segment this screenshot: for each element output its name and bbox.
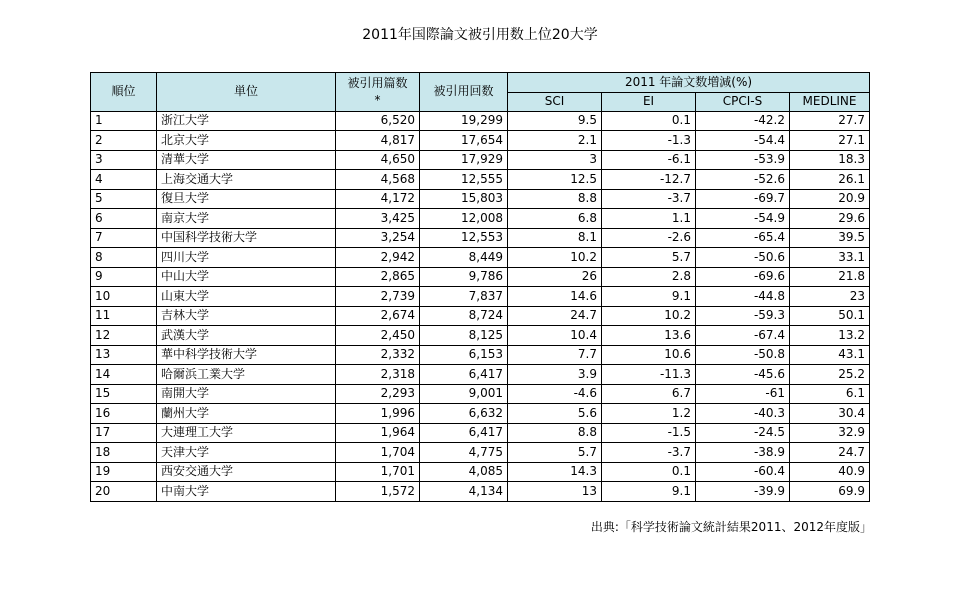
cell-rank: 12 <box>91 326 157 346</box>
cell-sci: 24.7 <box>508 306 602 326</box>
table-row <box>91 228 870 248</box>
cell-cpci: -50.8 <box>696 345 790 365</box>
cell-cpci: -45.6 <box>696 365 790 385</box>
table-row <box>91 345 870 365</box>
cell-cited-papers: 2,865 <box>336 267 420 287</box>
cell-cited-papers: 2,450 <box>336 326 420 346</box>
table-row <box>91 131 870 151</box>
ranking-table <box>90 72 870 502</box>
cell-university: 華中科学技術大学 <box>157 345 336 365</box>
cell-rank: 16 <box>91 404 157 424</box>
cell-rank: 7 <box>91 228 157 248</box>
table-row <box>91 443 870 463</box>
cell-citations: 9,786 <box>420 267 508 287</box>
cell-ei: 9.1 <box>602 287 696 307</box>
cell-sci: 14.6 <box>508 287 602 307</box>
cell-university: 西安交通大学 <box>157 462 336 482</box>
cell-sci: -4.6 <box>508 384 602 404</box>
cell-cpci: -53.9 <box>696 150 790 170</box>
cell-cited-papers: 1,996 <box>336 404 420 424</box>
cell-sci: 9.5 <box>508 111 602 131</box>
cell-medline: 24.7 <box>790 443 870 463</box>
cell-sci: 5.7 <box>508 443 602 463</box>
cell-citations: 4,775 <box>420 443 508 463</box>
cell-cpci: -65.4 <box>696 228 790 248</box>
cell-cited-papers: 6,520 <box>336 111 420 131</box>
cell-rank: 8 <box>91 248 157 268</box>
cell-cited-papers: 2,739 <box>336 287 420 307</box>
cell-cited-papers: 4,568 <box>336 170 420 190</box>
cell-ei: -1.5 <box>602 423 696 443</box>
cell-cpci: -40.3 <box>696 404 790 424</box>
cell-rank: 4 <box>91 170 157 190</box>
cell-ei: 10.2 <box>602 306 696 326</box>
cell-citations: 8,724 <box>420 306 508 326</box>
cell-rank: 14 <box>91 365 157 385</box>
cell-cited-papers: 2,318 <box>336 365 420 385</box>
cell-cited-papers: 2,942 <box>336 248 420 268</box>
table-row <box>91 111 870 131</box>
cell-ei: -2.6 <box>602 228 696 248</box>
cell-rank: 13 <box>91 345 157 365</box>
cell-cpci: -44.8 <box>696 287 790 307</box>
cell-sci: 12.5 <box>508 170 602 190</box>
table-row <box>91 189 870 209</box>
cell-cited-papers: 4,650 <box>336 150 420 170</box>
header-medline: MEDLINE <box>790 92 870 111</box>
cell-university: 中山大学 <box>157 267 336 287</box>
cell-ei: 9.1 <box>602 482 696 502</box>
cell-citations: 8,449 <box>420 248 508 268</box>
cell-university: 天津大学 <box>157 443 336 463</box>
cell-sci: 8.8 <box>508 423 602 443</box>
cell-medline: 69.9 <box>790 482 870 502</box>
cell-sci: 14.3 <box>508 462 602 482</box>
cell-cpci: -54.9 <box>696 209 790 229</box>
table-row <box>91 170 870 190</box>
cell-citations: 6,632 <box>420 404 508 424</box>
table-row <box>91 404 870 424</box>
cell-cpci: -54.4 <box>696 131 790 151</box>
cell-cpci: -50.6 <box>696 248 790 268</box>
cell-citations: 19,299 <box>420 111 508 131</box>
cell-ei: 13.6 <box>602 326 696 346</box>
cell-ei: 1.2 <box>602 404 696 424</box>
cell-medline: 26.1 <box>790 170 870 190</box>
cell-cpci: -38.9 <box>696 443 790 463</box>
cell-medline: 50.1 <box>790 306 870 326</box>
table-row <box>91 287 870 307</box>
cell-citations: 12,553 <box>420 228 508 248</box>
cell-citations: 17,929 <box>420 150 508 170</box>
cell-ei: -12.7 <box>602 170 696 190</box>
cell-cited-papers: 1,572 <box>336 482 420 502</box>
cell-ei: -6.1 <box>602 150 696 170</box>
cell-university: 武漢大学 <box>157 326 336 346</box>
cell-rank: 19 <box>91 462 157 482</box>
header-cited-papers-line1: 被引用篇数 <box>347 75 408 90</box>
cell-medline: 27.7 <box>790 111 870 131</box>
cell-rank: 11 <box>91 306 157 326</box>
cell-cited-papers: 2,293 <box>336 384 420 404</box>
cell-university: 復旦大学 <box>157 189 336 209</box>
cell-citations: 4,085 <box>420 462 508 482</box>
cell-ei: -3.7 <box>602 189 696 209</box>
cell-rank: 1 <box>91 111 157 131</box>
table-row <box>91 248 870 268</box>
cell-cpci: -59.3 <box>696 306 790 326</box>
cell-medline: 32.9 <box>790 423 870 443</box>
cell-ei: 0.1 <box>602 111 696 131</box>
cell-medline: 33.1 <box>790 248 870 268</box>
cell-sci: 3.9 <box>508 365 602 385</box>
cell-citations: 9,001 <box>420 384 508 404</box>
header-change-group: 2011 年論文数増減(%) <box>508 73 870 93</box>
table-row <box>91 150 870 170</box>
cell-university: 哈爾浜工業大学 <box>157 365 336 385</box>
cell-rank: 6 <box>91 209 157 229</box>
cell-cpci: -52.6 <box>696 170 790 190</box>
cell-university: 四川大学 <box>157 248 336 268</box>
cell-university: 蘭州大学 <box>157 404 336 424</box>
cell-rank: 15 <box>91 384 157 404</box>
cell-cited-papers: 2,332 <box>336 345 420 365</box>
cell-university: 北京大学 <box>157 131 336 151</box>
cell-sci: 10.4 <box>508 326 602 346</box>
cell-university: 吉林大学 <box>157 306 336 326</box>
cell-medline: 21.8 <box>790 267 870 287</box>
cell-medline: 27.1 <box>790 131 870 151</box>
header-citations: 被引用回数 <box>420 73 508 112</box>
cell-citations: 6,417 <box>420 365 508 385</box>
cell-cpci: -67.4 <box>696 326 790 346</box>
cell-cpci: -69.6 <box>696 267 790 287</box>
page-title: 2011年国際論文被引用数上位20大学 <box>362 27 598 43</box>
cell-citations: 12,008 <box>420 209 508 229</box>
cell-medline: 25.2 <box>790 365 870 385</box>
cell-rank: 3 <box>91 150 157 170</box>
cell-citations: 15,803 <box>420 189 508 209</box>
cell-sci: 2.1 <box>508 131 602 151</box>
cell-ei: 2.8 <box>602 267 696 287</box>
cell-ei: -3.7 <box>602 443 696 463</box>
cell-ei: 10.6 <box>602 345 696 365</box>
cell-sci: 7.7 <box>508 345 602 365</box>
cell-cpci: -61 <box>696 384 790 404</box>
table-body <box>91 111 870 501</box>
cell-university: 浙江大学 <box>157 111 336 131</box>
cell-university: 中国科学技術大学 <box>157 228 336 248</box>
cell-cpci: -39.9 <box>696 482 790 502</box>
cell-medline: 29.6 <box>790 209 870 229</box>
cell-ei: 6.7 <box>602 384 696 404</box>
cell-university: 南開大学 <box>157 384 336 404</box>
cell-medline: 43.1 <box>790 345 870 365</box>
cell-citations: 6,153 <box>420 345 508 365</box>
cell-sci: 5.6 <box>508 404 602 424</box>
cell-university: 上海交通大学 <box>157 170 336 190</box>
cell-ei: -11.3 <box>602 365 696 385</box>
cell-cited-papers: 4,817 <box>336 131 420 151</box>
table-row <box>91 384 870 404</box>
cell-medline: 6.1 <box>790 384 870 404</box>
cell-rank: 17 <box>91 423 157 443</box>
cell-cited-papers: 4,172 <box>336 189 420 209</box>
cell-sci: 8.8 <box>508 189 602 209</box>
cell-university: 山東大学 <box>157 287 336 307</box>
table-row <box>91 306 870 326</box>
source-note: 出典:「科学技術論文統計結果2011、2012年度版」 <box>590 520 872 534</box>
cell-cpci: -60.4 <box>696 462 790 482</box>
cell-medline: 18.3 <box>790 150 870 170</box>
table-row <box>91 365 870 385</box>
cell-rank: 5 <box>91 189 157 209</box>
table-row <box>91 462 870 482</box>
cell-cpci: -42.2 <box>696 111 790 131</box>
cell-university: 中南大学 <box>157 482 336 502</box>
header-unit: 単位 <box>157 73 336 112</box>
header-rank: 順位 <box>91 73 157 112</box>
cell-cited-papers: 1,964 <box>336 423 420 443</box>
cell-ei: -1.3 <box>602 131 696 151</box>
header-cited-papers <box>336 73 420 112</box>
cell-cpci: -69.7 <box>696 189 790 209</box>
cell-medline: 23 <box>790 287 870 307</box>
cell-ei: 1.1 <box>602 209 696 229</box>
cell-sci: 10.2 <box>508 248 602 268</box>
cell-citations: 7,837 <box>420 287 508 307</box>
cell-rank: 18 <box>91 443 157 463</box>
cell-university: 南京大学 <box>157 209 336 229</box>
cell-medline: 30.4 <box>790 404 870 424</box>
table-row <box>91 326 870 346</box>
table-row <box>91 482 870 502</box>
cell-sci: 6.8 <box>508 209 602 229</box>
cell-medline: 40.9 <box>790 462 870 482</box>
cell-citations: 6,417 <box>420 423 508 443</box>
cell-cited-papers: 1,701 <box>336 462 420 482</box>
header-sci: SCI <box>508 92 602 111</box>
cell-medline: 13.2 <box>790 326 870 346</box>
table-row <box>91 423 870 443</box>
cell-citations: 12,555 <box>420 170 508 190</box>
cell-medline: 20.9 <box>790 189 870 209</box>
cell-citations: 17,654 <box>420 131 508 151</box>
cell-rank: 20 <box>91 482 157 502</box>
cell-sci: 8.1 <box>508 228 602 248</box>
header-cited-papers-note: * <box>374 92 381 107</box>
cell-citations: 4,134 <box>420 482 508 502</box>
cell-university: 大連理工大学 <box>157 423 336 443</box>
cell-cited-papers: 3,254 <box>336 228 420 248</box>
cell-rank: 9 <box>91 267 157 287</box>
cell-medline: 39.5 <box>790 228 870 248</box>
cell-cited-papers: 1,704 <box>336 443 420 463</box>
cell-cited-papers: 2,674 <box>336 306 420 326</box>
header-ei: EI <box>602 92 696 111</box>
cell-citations: 8,125 <box>420 326 508 346</box>
cell-sci: 13 <box>508 482 602 502</box>
cell-cpci: -24.5 <box>696 423 790 443</box>
cell-university: 清華大学 <box>157 150 336 170</box>
cell-ei: 0.1 <box>602 462 696 482</box>
header-cpci: CPCI-S <box>696 92 790 111</box>
cell-cited-papers: 3,425 <box>336 209 420 229</box>
table-row <box>91 209 870 229</box>
cell-rank: 10 <box>91 287 157 307</box>
table-row <box>91 267 870 287</box>
cell-sci: 26 <box>508 267 602 287</box>
cell-ei: 5.7 <box>602 248 696 268</box>
cell-sci: 3 <box>508 150 602 170</box>
cell-rank: 2 <box>91 131 157 151</box>
